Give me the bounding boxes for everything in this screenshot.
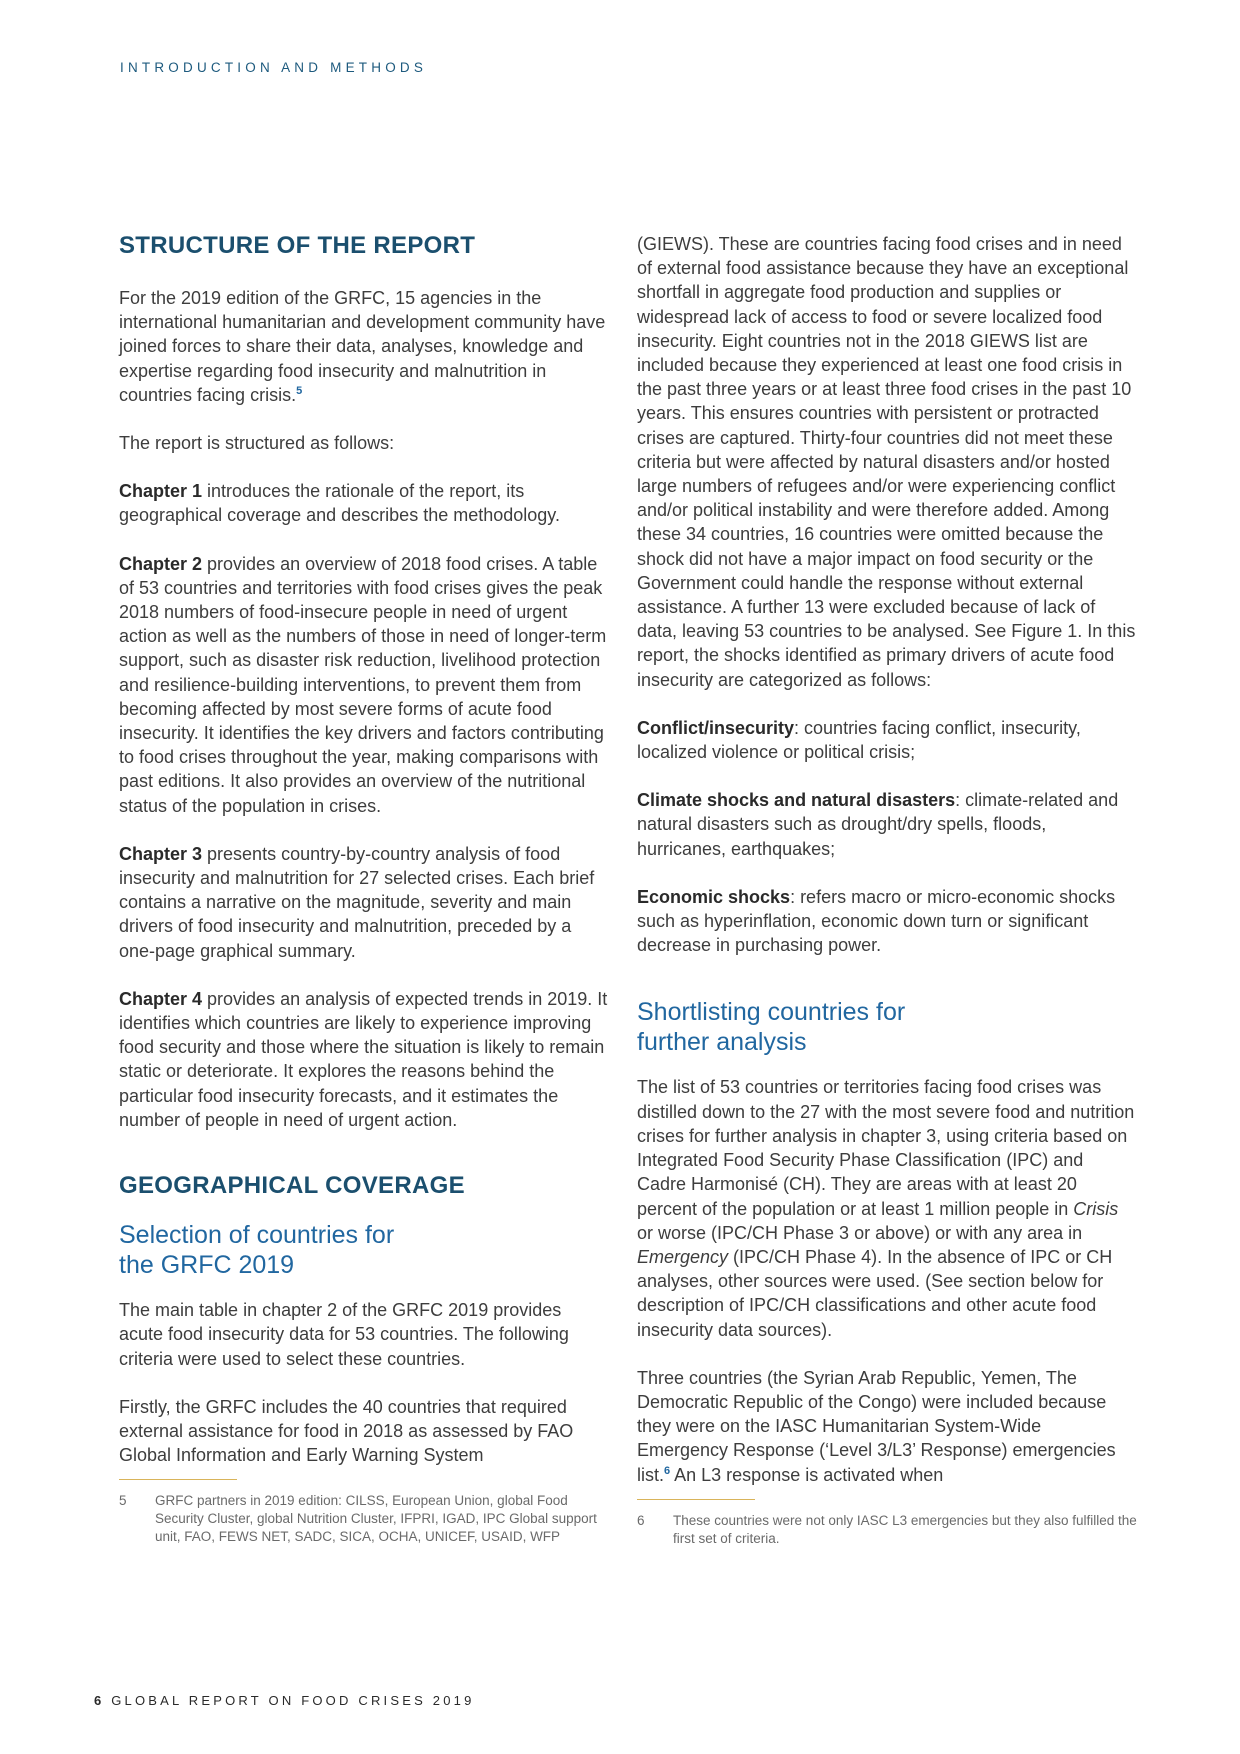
paragraph-chapter-4: Chapter 4 provides an analysis of expected trends in 2019. It identifies which countries are likely to experience improving food security and those where the situation is likely to remain static or deteriorate. It explores the reasons behind the particular food insecurity forecasts, and it estimates the number of people in need of urgent action. [119,988,608,1130]
footnote-ref-5[interactable]: 5 [296,384,303,397]
footnote-ref-6[interactable]: 6 [664,1464,671,1477]
paragraph-firstly: Firstly, the GRFC includes the 40 countries that required external assistance for food in 2018 as assessed by FAO Global Information and Early Warning System [119,1396,574,1466]
conflict-label: Conflict/insecurity [637,717,795,738]
page-footer [94,1693,475,1708]
page-number: 6 [94,1693,102,1708]
footnote-5-number: 5 [119,1493,127,1509]
paragraph-structured: The report is structured as follows: [119,433,395,454]
footnote-6-number: 6 [637,1512,645,1528]
chapter-2-label: Chapter 2 [119,553,203,574]
paragraph-chapter-3: Chapter 3 presents country-by-country analysis of food insecurity and malnutrition for 27 selected crises. Each brief contains a narrative on the magnitude, severity and main drivers of food insecurity and malnutrition, preceded by a one-page graphical summary. [119,843,595,961]
chapter-3-label: Chapter 3 [119,843,203,864]
chapter-4-label: Chapter 4 [119,988,203,1009]
economic-label: Economic shocks [637,886,791,907]
paragraph-chapter-1: Chapter 1 introduces the rationale of the report, its geographical coverage and describes the methodology. [119,481,560,526]
paragraph-economic: Economic shocks: refers macro or micro-economic shocks such as hyperinflation, economic down turn or significant decrease in purchasing power. [637,886,1116,956]
paragraph-conflict: Conflict/insecurity: countries facing conflict, insecurity, localized violence or political crisis; [637,717,1081,763]
report-title: GLOBAL REPORT ON FOOD CRISES 2019 [111,1693,475,1708]
right-column [637,232,1137,1548]
chapter-1-label: Chapter 1 [119,481,203,502]
footnote-5-text: GRFC partners in 2019 edition: CILSS, European Union, global Food Security Cluster, global Nutrition Cluster, IFPRI, IGAD, IPC Global support unit, FAO, FEWS NET, SADC, SICA, OCHA, UNICEF, USAID, WFP [155,1493,597,1545]
footnote-divider [119,1479,237,1480]
heading-shortlisting: Shortlisting countries for further analysis [637,998,906,1057]
paragraph-three-countries: Three countries (the Syrian Arab Republic, Yemen, The Democratic Republic of the Congo) were included because they were on the IASC Humanitarian System-Wide Emergency Response (‘Level 3/L3’ Response) emergencies list.$^6$ An L3 response is activated when [637,1367,1116,1485]
running-head: INTRODUCTION AND METHODS [120,60,428,75]
climate-label: Climate shocks and natural disasters [637,790,956,811]
footnote-6-text: These countries were not only IASC L3 emergencies but they also fulfilled the first set of criteria. [673,1512,1137,1546]
paragraph-giews: (GIEWS). These are countries facing food crises and in need of external food assistance because they have an exceptional shortfall in aggregate food production and supplies or widespread lack of access to food or severe localized food insecurity. Eight countries not in the 2018 GIEWS list are included because they experienced at least one food crisis in the past three years or at least three food crises in the past 10 years. This ensures countries with persistent or protracted crises are captured. Thirty-four countries did not meet these criteria but were affected by natural disasters and/or hosted large numbers of refugees and/or were experiencing conflict and/or political instability and were therefore added. Among these 34 countries, 16 countries were omitted because the shock did not have a major impact on food security or the Government could handle the response without external assistance. A further 13 were excluded because of lack of data, leaving 53 countries to be analysed. See Figure 1. In this report, the shocks identified as primary drivers of acute food insecurity are categorized as follows: [637,234,1136,690]
left-column [119,232,609,1546]
footnote-5 [119,1492,609,1546]
paragraph-chapter-2: Chapter 2 provides an overview of 2018 food crises. A table of 53 countries and territories with food crises gives the peak 2018 numbers of food-insecure people in need of urgent action as well as the numbers of those in need of longer-term support, such as disaster risk reduction, livelihood protection and resilience-building interventions, to prevent them from becoming affected by most severe forms of acute food insecurity. It identifies the key drivers and factors contributing to food crises throughout the year, making comparisons with past editions. It also provides an overview of the nutritional status of the population in crises. [119,553,607,816]
heading-structure-of-report: STRUCTURE OF THE REPORT [119,232,476,259]
term-emergency: Emergency [637,1246,729,1267]
heading-selection-of-countries: Selection of countries for the GRFC 2019 [119,1221,395,1280]
paragraph-climate: Climate shocks and natural disasters: climate-related and natural disasters such as drought/dry spells, floods, hurricanes, earthquakes; [637,790,1119,859]
heading-geographical-coverage: GEOGRAPHICAL COVERAGE [119,1172,465,1200]
footnote-6 [637,1512,1137,1548]
footnote-divider [637,1499,755,1500]
term-crisis: Crisis [1073,1198,1119,1219]
paragraph-list-of-53: The list of 53 countries or territories facing food crises was distilled down to the 27 with the most severe food and nutrition crises for further analysis in chapter 3, using criteria based on Integrated Food Security Phase Classification (IPC) and Cadre Harmonisé (CH). They are areas with at least 20 percent of the population or at least 1 million people in Crisis or worse (IPC/CH Phase 3 or above) or with any area in Emergency (IPC/CH Phase 4). In the absence of IPC or CH analyses, other sources were used. (See section below for description of IPC/CH classifications and other acute food insecurity data sources). [637,1077,1135,1340]
paragraph-intro: For the 2019 edition of the GRFC, 15 agencies in the international humanitarian and development community have joined forces to share their data, analyses, knowledge and expertise regarding food insecurity and malnutrition in countries facing crisis.$^5$ [119,288,606,405]
paragraph-main-table: The main table in chapter 2 of the GRFC 2019 provides acute food insecurity data for 53 countries. The following criteria were used to select these countries. [119,1300,569,1369]
